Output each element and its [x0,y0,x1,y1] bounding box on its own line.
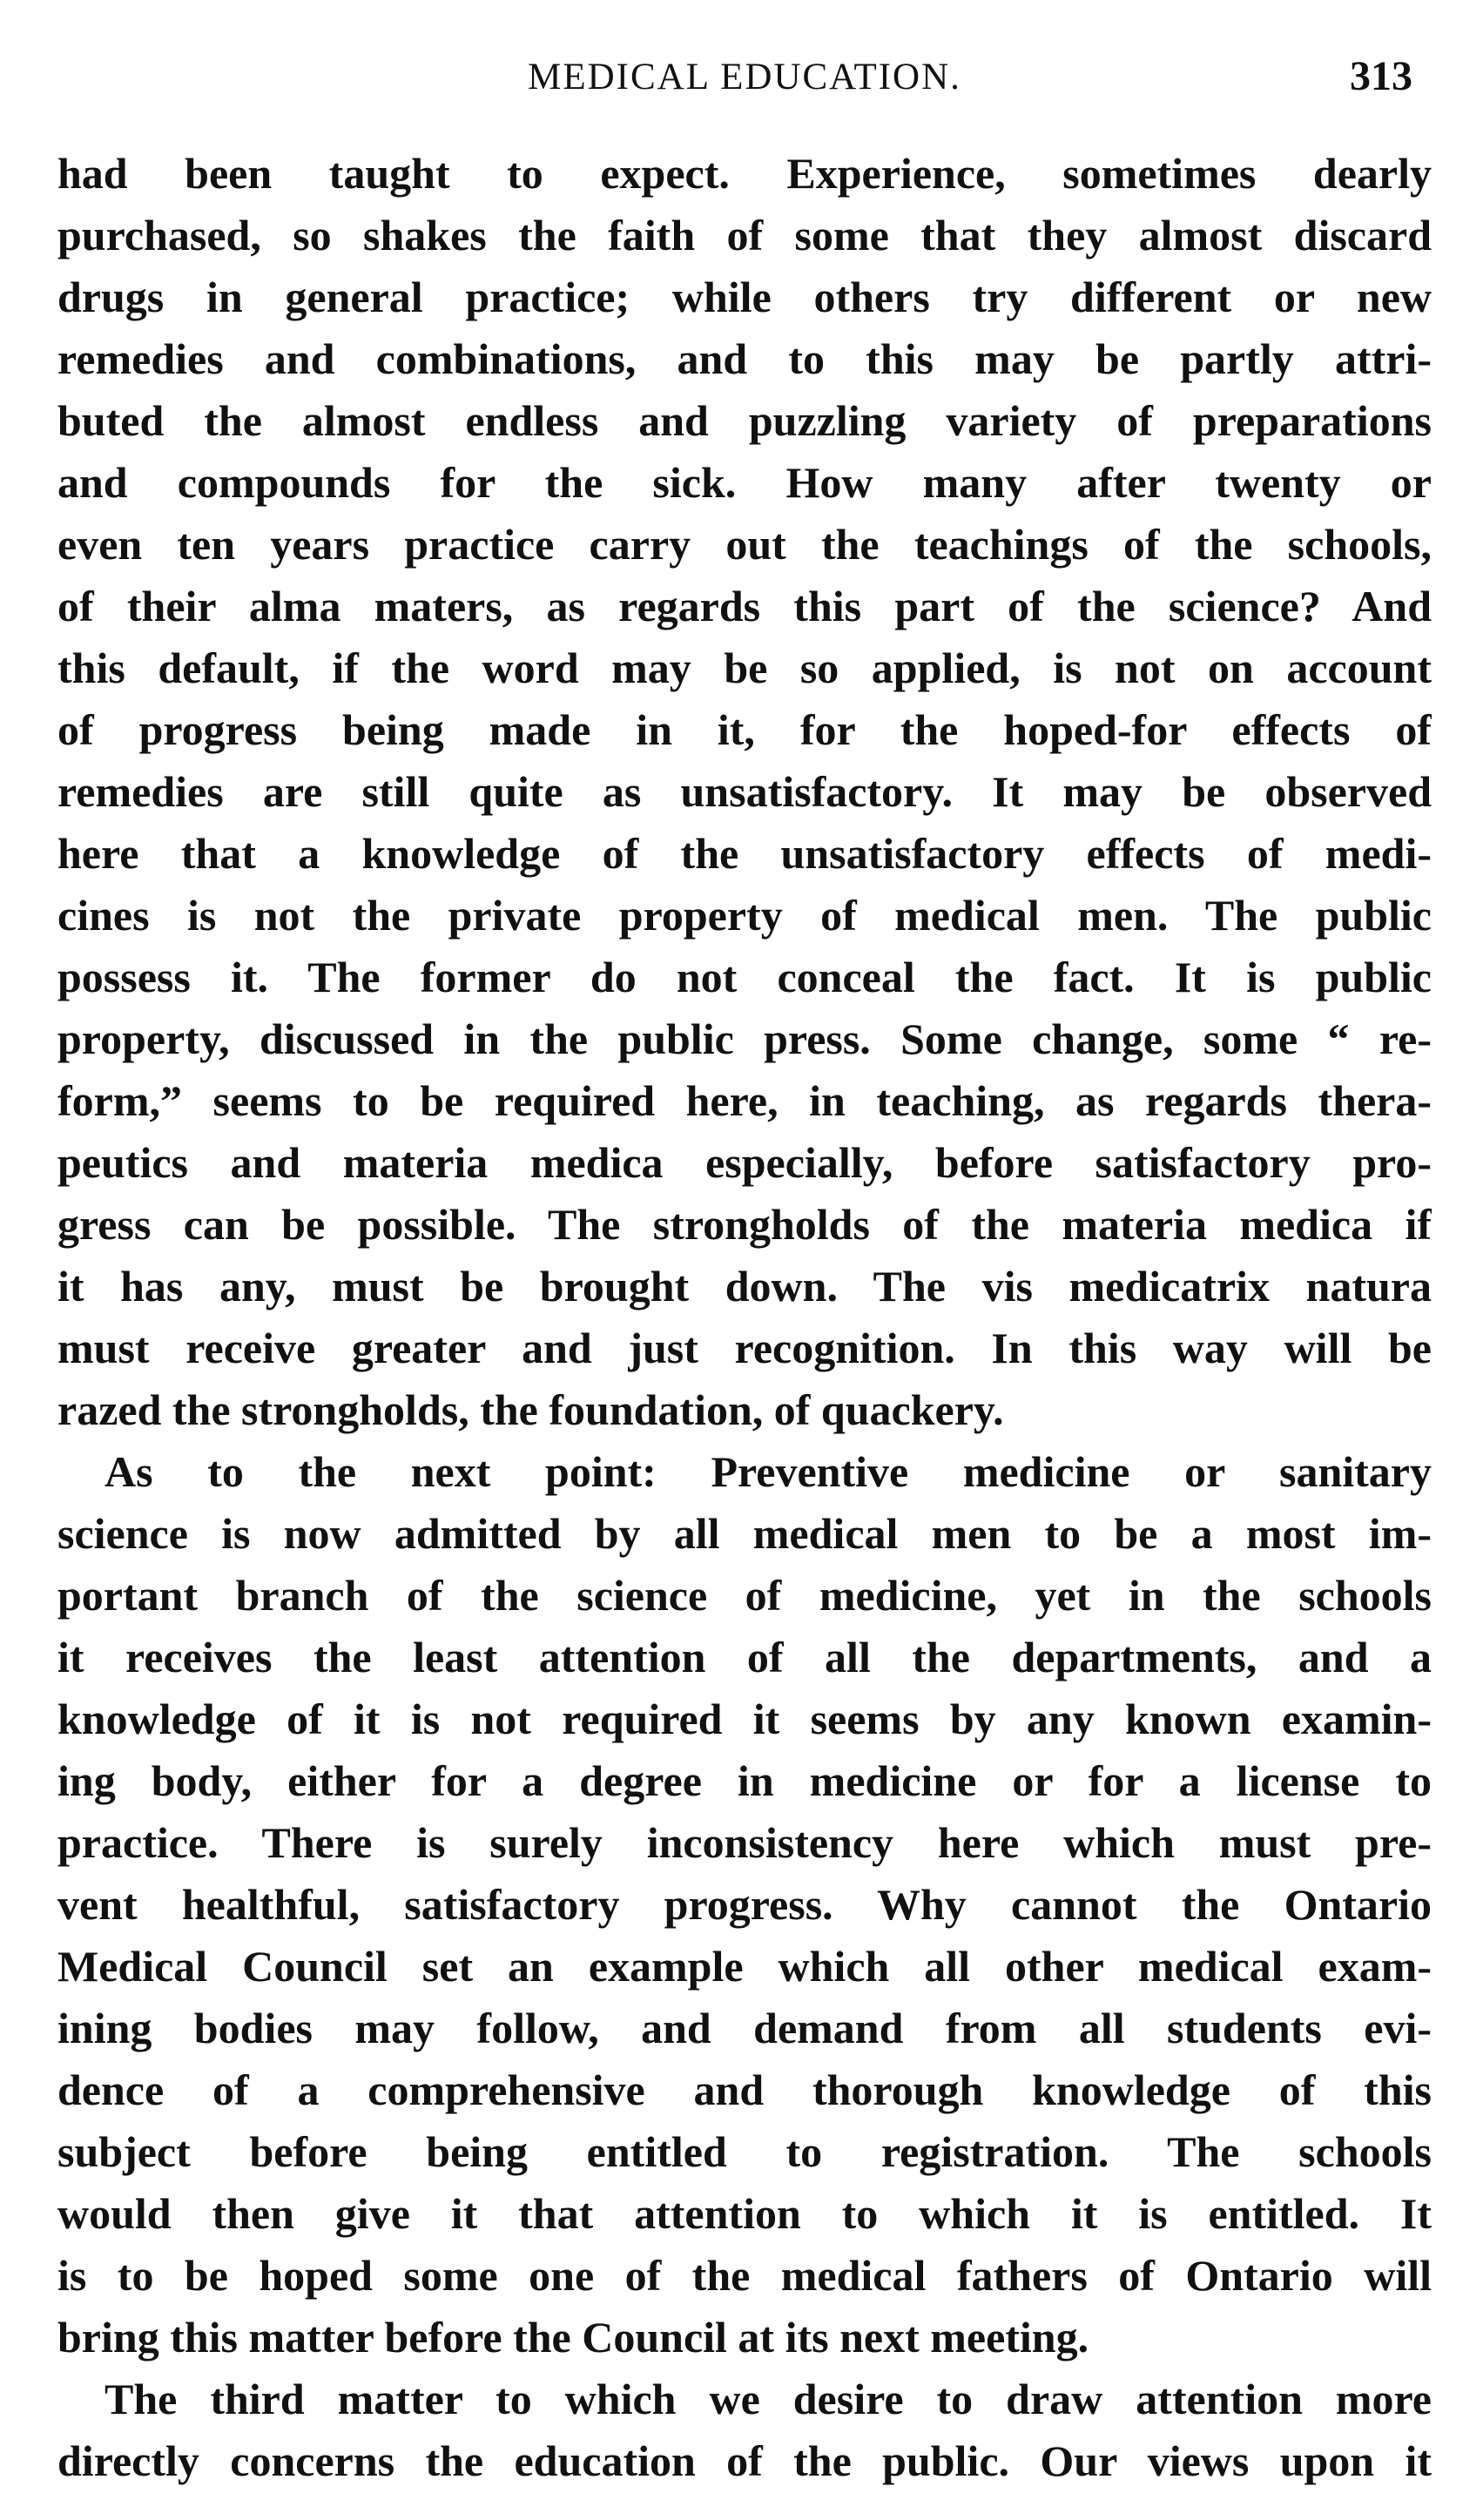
text-line: it has any, must be brought down. The vis medicatrix natura [57,1262,1432,1311]
text-line: gress can be possible. The strongholds of the materia medica if [57,1200,1432,1249]
text-line: As to the next point: Preventive medicine or sanitary [104,1447,1432,1496]
text-line: of progress being made in it, for the hoped-for effects of [57,705,1432,754]
text-line: peutics and materia medica especially, before satisfactory pro- [57,1138,1432,1187]
text-line: razed the strongholds, the foundation, of quackery. [57,1385,1004,1434]
text-line: The third matter to which we desire to draw attention more [104,2375,1432,2423]
text-line: remedies are still quite as unsatisfactory. It may be observed [57,767,1432,816]
text-line: drugs in general practice; while others try different or new [57,273,1432,321]
text-line: subject before being entitled to registration. The schools [57,2127,1432,2176]
text-line: ing body, either for a degree in medicine or for a license to [57,1756,1432,1805]
page-number: 313 [1350,53,1412,99]
text-line: it receives the least attention of all the departments, and a [57,1633,1432,1681]
text-line: ining bodies may follow, and demand from all students evi- [57,2004,1432,2052]
running-head [57,52,1432,113]
text-line: cines is not the private property of medical men. The public [57,891,1432,940]
text-line: had been taught to expect. Experience, sometimes dearly [57,149,1432,198]
text-line: possess it. The former do not conceal the fact. It is public [57,953,1432,1001]
text-line: form,” seems to be required here, in teaching, as regards thera- [57,1076,1432,1125]
text-line: dence of a comprehensive and thorough knowledge of this [57,2065,1432,2114]
text-line: bring this matter before the Council at its next meeting. [57,2313,1089,2362]
text-line: knowledge of it is not required it seems by any known examin- [57,1695,1432,1743]
text-line: directly concerns the education of the public. Our views upon it [57,2436,1432,2485]
paragraph-3 [57,2368,1432,2492]
text-line: this default, if the word may be so applied, is not on account [57,643,1432,692]
text-line: practice. There is surely inconsistency here which must pre- [57,1818,1432,1867]
text-line: science is now admitted by all medical men to be a most im- [57,1509,1432,1558]
text-line: purchased, so shakes the faith of some that they almost discard [57,211,1432,259]
text-line: even ten years practice carry out the teachings of the schools, [57,520,1432,569]
text-line: and compounds for the sick. How many after twenty or [57,458,1432,507]
text-line: portant branch of the science of medicine, yet in the schools [57,1571,1432,1620]
running-title: MEDICAL EDUCATION. [528,57,961,98]
text-line: vent healthful, satisfactory progress. Why cannot the Ontario [57,1880,1432,1929]
text-line: property, discussed in the public press. Some change, some “ re- [57,1014,1432,1063]
text-line: is to be hoped some one of the medical fathers of Ontario will [57,2251,1432,2300]
paragraph-1 [57,143,1432,1441]
book-page [57,52,1432,2492]
text-line: Medical Council set an example which all other medical exam- [57,1942,1432,1991]
text-line: buted the almost endless and puzzling variety of preparations [57,396,1432,445]
body-text [57,143,1432,2492]
text-line: must receive greater and just recognition. In this way will be [57,1324,1432,1372]
text-line: here that a knowledge of the unsatisfactory effects of medi- [57,829,1432,878]
paragraph-2 [57,1441,1432,2368]
text-line: remedies and combinations, and to this may be partly attri- [57,334,1432,383]
text-line: would then give it that attention to which it is entitled. It [57,2189,1432,2238]
text-line: of their alma maters, as regards this part of the science? And [57,582,1432,630]
